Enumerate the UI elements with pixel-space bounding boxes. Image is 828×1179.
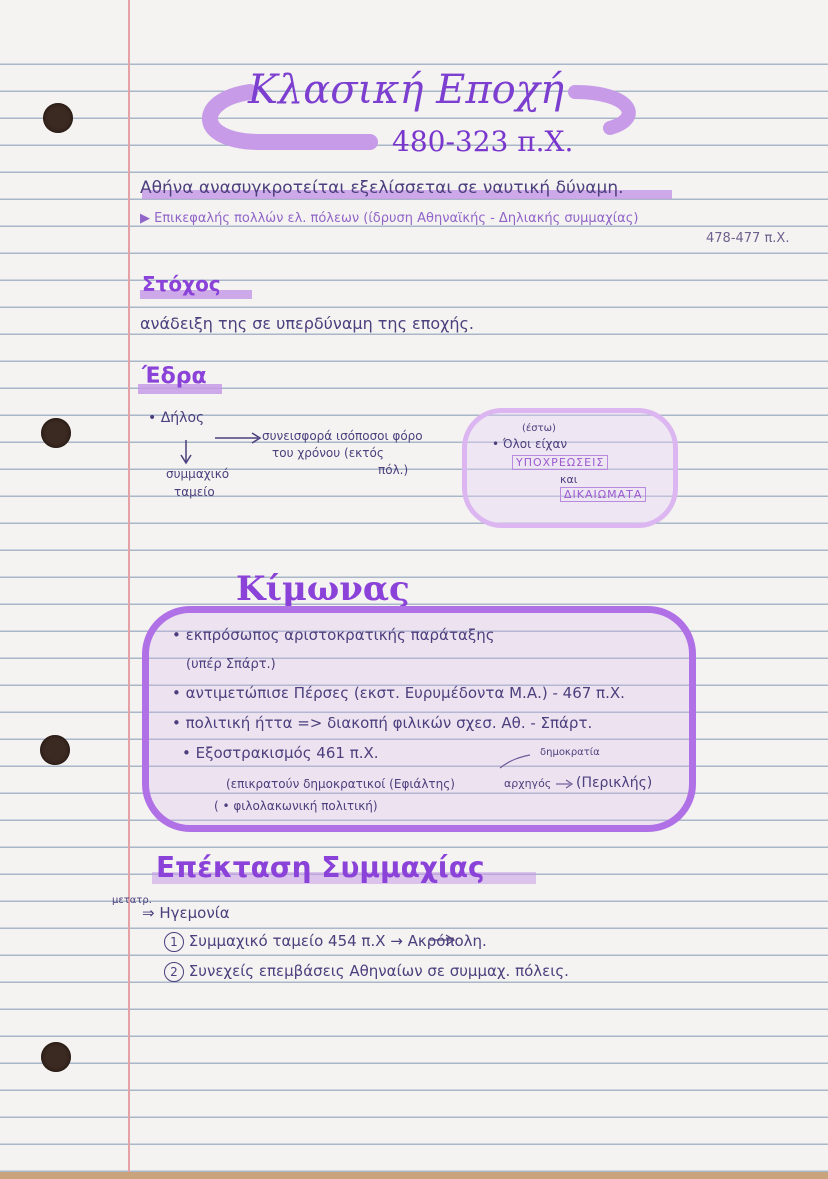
seat-treasury-2: ταμείο	[174, 485, 215, 499]
page-title: Κλασική Εποχή	[248, 67, 564, 113]
cloud-line-3: και	[560, 473, 578, 486]
kimon-heading: Κίμωνας	[236, 569, 410, 609]
cloud-line-1: • Όλοι είχαν	[492, 437, 568, 451]
kimon-sub-1-top: δημοκρατία	[540, 747, 600, 758]
seat-tribute-3: πόλ.)	[378, 463, 409, 477]
expansion-item-1-text: Συμμαχικό ταμείο 454 π.Χ → Ακρόπολη.	[188, 932, 487, 950]
seat-heading: Έδρα	[142, 364, 207, 389]
kimon-sub-1-mid: αρχηγός	[504, 777, 552, 790]
kimon-sub-1: (επικρατούν δημοκρατικοί (Εφιάλτης)	[226, 777, 455, 791]
goal-heading: Στόχος	[142, 272, 221, 296]
title-dates: 480-323 π.Χ.	[392, 125, 574, 158]
goal-text: ανάδειξη της σε υπερδύναμη της εποχής.	[140, 314, 474, 333]
kimon-item-2: (υπέρ Σπάρτ.)	[186, 657, 276, 672]
intro-line-1: Αθήνα ανασυγκροτείται εξελίσσεται σε ναυτική δύναμη.	[140, 178, 624, 198]
cloud-note: (έστω)	[522, 423, 556, 434]
kimon-item-3: • αντιμετώπισε Πέρσες (εκστ. Ευρυμέδοντα Μ.Α.) - 467 π.Χ.	[172, 684, 625, 702]
expansion-hegemony: ⇒ Ηγεμονία	[142, 904, 230, 922]
item-number: 2	[164, 962, 184, 982]
kimon-sub-1-end: (Περικλής)	[576, 775, 653, 791]
kimon-item-1: • εκπρόσωπος αριστοκρατικής παράταξης	[172, 626, 495, 644]
seat-place: • Δήλος	[148, 410, 205, 426]
kimon-item-5: • Εξοστρακισμός 461 π.Χ.	[182, 744, 379, 762]
expansion-item-1	[164, 932, 487, 952]
kimon-sub-2: ( • φιλολακωνική πολιτική)	[214, 799, 378, 813]
seat-tribute-2: του χρόνου (εκτός	[272, 446, 384, 460]
intro-date: 478-477 π.Χ.	[706, 231, 790, 246]
intro-line-2: ▶ Επικεφαλής πολλών ελ. πόλεων (ίδρυση Αθηναϊκής - Δηλιακής συμμαχίας)	[140, 211, 639, 226]
cloud-rights: ΔΙΚΑΙΩΜΑΤΑ	[560, 487, 646, 502]
kimon-item-4: • πολιτική ήττα => διακοπή φιλικών σχεσ. Αθ. - Σπάρτ.	[172, 714, 593, 732]
item-number: 1	[164, 932, 184, 952]
seat-tribute: συνεισφορά ισόποσοι φόρο	[262, 429, 423, 443]
expansion-margin-note: μετατρ.	[112, 895, 152, 906]
expansion-item-2-text: Συνεχείς επεμβάσεις Αθηναίων σε συμμαχ. πόλεις.	[188, 962, 569, 980]
expansion-item-2	[164, 962, 569, 982]
expansion-heading: Επέκταση Συμμαχίας	[156, 851, 485, 884]
seat-treasury: συμμαχικό	[166, 467, 230, 481]
cloud-obligations: ΥΠΟΧΡΕΩΣΕΙΣ	[512, 455, 608, 470]
